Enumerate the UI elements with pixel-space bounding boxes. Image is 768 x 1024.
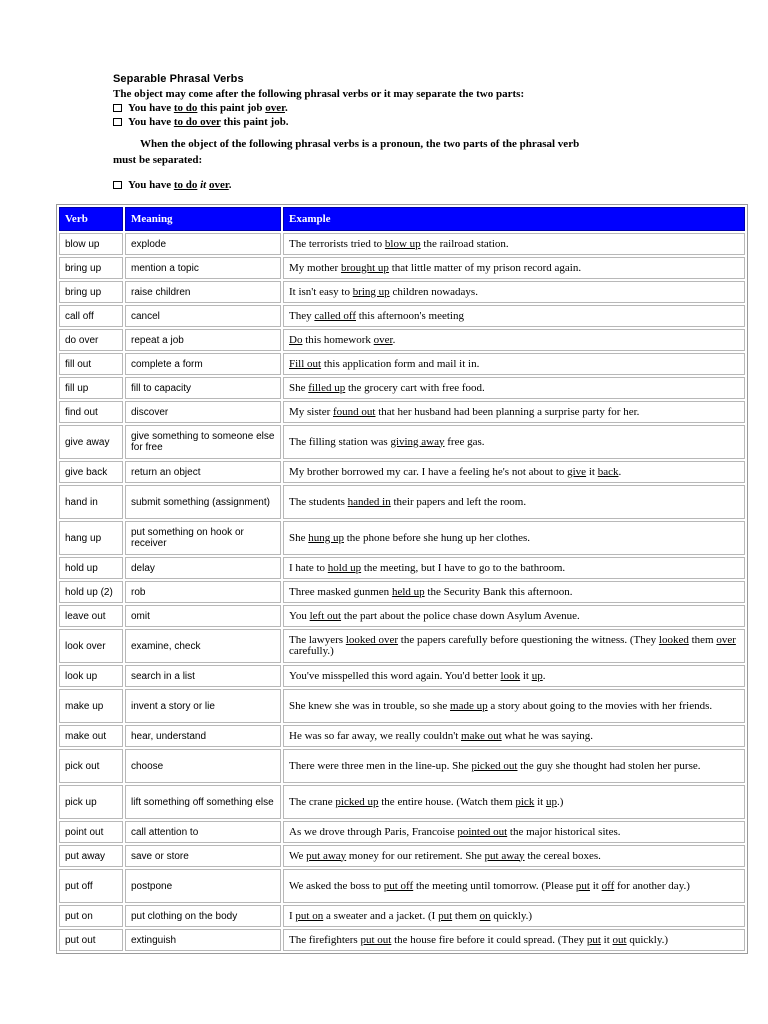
example-cell [283,869,745,903]
example-cell [283,749,745,783]
underlined-phrase: hung up [308,531,344,544]
example-cell [283,521,745,555]
text-segment: . [392,333,396,346]
text-segment: The students [289,495,348,508]
text-segment: carefully.) [289,645,334,657]
underlined-phrase: pointed out [457,825,508,838]
example-sentence-1 [128,102,288,114]
underlined-phrase: filled up [308,381,346,394]
underlined-phrase: over [209,179,229,191]
text-segment: the part about the police chase down Asylum Avenue. [341,609,580,622]
example-cell [283,233,745,255]
text-segment: a story about going to the movies with her friends. [487,699,713,712]
table-row [59,521,745,555]
example-cell [283,377,745,399]
text-segment: the Security Bank this afternoon. [424,585,573,598]
text-segment: You have [128,179,174,191]
checkbox-bullet-icon [113,181,122,189]
text-segment: this paint job. [220,116,289,128]
text-segment: He was so far away, we really couldn't [289,729,462,742]
example-cell [283,281,745,303]
verb-cell: hold up (2) [59,581,123,603]
text-segment: The lawyers [289,634,346,646]
meaning-cell: save or store [125,845,281,867]
underlined-phrase: look [500,669,521,682]
meaning-cell: extinguish [125,929,281,951]
table-row [59,905,745,927]
text-segment: the phone before she hung up her clothes. [344,531,531,544]
text-segment: They [289,309,315,322]
table-row [59,425,745,459]
text-segment: . [285,102,288,114]
meaning-cell: give something to someone else for free [125,425,281,459]
underlined-phrase: held up [391,585,425,598]
table-row [59,785,745,819]
underlined-phrase: over [373,333,393,346]
verb-cell: hang up [59,521,123,555]
underlined-phrase: picked up [335,795,379,808]
meaning-cell: search in a list [125,665,281,687]
text-segment: I [289,909,296,922]
page-title: Separable Phrasal Verbs [113,73,244,85]
text-segment: this application form and mail it in. [321,357,480,370]
text-segment: . [228,179,232,191]
example-cell [283,785,745,819]
example-cell [283,665,745,687]
text-segment: .) [556,795,564,808]
table-row [59,353,745,375]
meaning-cell: choose [125,749,281,783]
meaning-cell: hear, understand [125,725,281,747]
text-segment: them [688,634,717,646]
underlined-phrase: put away [306,849,347,862]
text-segment: it [589,879,602,892]
verb-cell: put out [59,929,123,951]
verb-cell: give away [59,425,123,459]
text-segment: Three masked gunmen [289,585,392,598]
example-cell [283,485,745,519]
text-segment: them [452,909,480,922]
meaning-cell: put something on hook or receiver [125,521,281,555]
verb-cell: fill out [59,353,123,375]
example-cell [283,257,745,279]
text-segment: a sweater and a jacket. (I [323,909,439,922]
example-cell [283,845,745,867]
example-cell [283,905,745,927]
verb-cell: call off [59,305,123,327]
underlined-phrase: looked [658,634,689,646]
verb-cell: pick up [59,785,123,819]
underlined-phrase: made up [450,699,488,712]
verb-cell: hand in [59,485,123,519]
meaning-cell: lift something off something else [125,785,281,819]
verb-cell: fill up [59,377,123,399]
underlined-phrase: back [597,465,619,478]
meaning-cell: repeat a job [125,329,281,351]
example-cell [283,929,745,951]
text-segment: the meeting until tomorrow. (Please [413,879,576,892]
text-segment: She [289,531,309,544]
underlined-phrase: pick [515,795,535,808]
text-segment: You have [128,116,174,128]
example-cell [283,689,745,723]
verb-cell: blow up [59,233,123,255]
text-segment: My mother [289,261,341,274]
table-row [59,557,745,579]
meaning-cell: complete a form [125,353,281,375]
text-segment: We asked the boss to [289,879,384,892]
text-segment: what he was saying. [501,729,593,742]
text-segment: My sister [289,405,333,418]
table-row [59,305,745,327]
text-segment: it [600,933,613,946]
text-segment: the papers carefully before questioning the witness. (They [398,634,659,646]
text-segment: My brother borrowed my car. I have a feeling he's not about to [289,465,568,478]
text-segment: the guy she thought had stolen her purse. [517,759,701,772]
meaning-cell: cancel [125,305,281,327]
pronoun-rule-line-1: When the object of the following phrasal verbs is a pronoun, the two parts of the phrasal verb [140,138,580,150]
underlined-phrase: blow up [384,237,421,250]
verb-cell: put on [59,905,123,927]
underlined-phrase: to do [173,179,198,191]
verb-cell: put off [59,869,123,903]
underlined-phrase: off [601,879,615,892]
text-segment: I hate to [289,561,328,574]
text-segment: the entire house. (Watch them [378,795,516,808]
table-row [59,929,745,951]
underlined-phrase: left out [309,609,342,622]
underlined-phrase: over [265,102,285,114]
underlined-phrase: put away [484,849,525,862]
text-segment: the railroad station. [420,237,509,250]
underlined-phrase: called off [314,309,356,322]
text-segment: it [586,465,598,478]
text-segment: the grocery cart with free food. [345,381,485,394]
table-row [59,845,745,867]
text-segment: this paint job [197,102,266,114]
underlined-phrase: put on [295,909,324,922]
meaning-cell: mention a topic [125,257,281,279]
meaning-cell: examine, check [125,629,281,663]
example-cell [283,725,745,747]
meaning-cell: put clothing on the body [125,905,281,927]
text-segment: that little matter of my prison record again. [388,261,582,274]
underlined-phrase: bring up [352,285,390,298]
example-line-1 [113,101,673,115]
example-sentence-3 [128,179,232,191]
text-segment: The firefighters [289,933,361,946]
example-cell [283,305,745,327]
text-segment: money for our retirement. She [346,849,485,862]
verb-cell: do over [59,329,123,351]
underlined-phrase: out [612,933,627,946]
text-segment: You [289,609,310,622]
verb-cell: give back [59,461,123,483]
text-segment: quickly.) [490,909,533,922]
table-row [59,869,745,903]
intro-block [113,87,673,129]
text-segment: free gas. [444,435,485,448]
text-segment: for another day.) [614,879,690,892]
verb-cell: make up [59,689,123,723]
example-cell [283,821,745,843]
table-body [59,233,745,951]
pronoun-rule-line-2: must be separated: [113,154,203,166]
table-row [59,821,745,843]
meaning-cell: call attention to [125,821,281,843]
table-row [59,257,745,279]
meaning-cell: return an object [125,461,281,483]
example-line-2 [113,115,673,129]
underlined-phrase: on [479,909,491,922]
text-segment: it [534,795,546,808]
underlined-phrase: brought up [340,261,389,274]
text-segment: the house fire before it could spread. (They [391,933,587,946]
text-segment: their papers and left the room. [390,495,527,508]
text-segment: the major historical sites. [507,825,621,838]
table-row [59,725,745,747]
underlined-phrase: picked out [471,759,518,772]
meaning-cell: explode [125,233,281,255]
verb-cell: pick out [59,749,123,783]
underlined-phrase: put [438,909,453,922]
underlined-phrase: put [575,879,590,892]
underlined-phrase: giving away [390,435,445,448]
checkbox-bullet-icon [113,118,122,126]
underlined-phrase: handed in [347,495,391,508]
text-segment: the meeting, but I have to go to the bathroom. [361,561,566,574]
table-row [59,665,745,687]
text-segment: . [618,465,622,478]
meaning-cell: fill to capacity [125,377,281,399]
text-segment: She [289,381,309,394]
verb-cell: bring up [59,281,123,303]
table-row [59,629,745,663]
text-segment: She knew she was in trouble, so she [289,699,451,712]
text-segment: . [542,669,546,682]
header-verb: Verb [59,207,123,231]
meaning-cell: raise children [125,281,281,303]
underlined-phrase: put [586,933,601,946]
text-segment: The filling station was [289,435,391,448]
table-row [59,401,745,423]
table-row [59,749,745,783]
text-segment: There were three men in the line-up. She [289,759,472,772]
text-segment: We [289,849,307,862]
underlined-phrase: to do over [173,116,221,128]
table-row [59,329,745,351]
meaning-cell: delay [125,557,281,579]
header-example: Example [283,207,745,231]
table-row [59,581,745,603]
underlined-phrase: Do [289,333,303,346]
verb-cell: leave out [59,605,123,627]
text-segment: The terrorists tried to [289,237,385,250]
verb-cell: find out [59,401,123,423]
text-segment: this afternoon's meeting [356,309,464,322]
underlined-phrase: to do [173,102,198,114]
verb-cell: look up [59,665,123,687]
meaning-cell: invent a story or lie [125,689,281,723]
underlined-phrase: put out [360,933,392,946]
meaning-cell: omit [125,605,281,627]
verb-cell: put away [59,845,123,867]
example-cell [283,401,745,423]
text-segment: children nowadays. [389,285,478,298]
table-row [59,233,745,255]
text-segment: it [200,179,207,191]
table-header-row [59,207,745,231]
underlined-phrase: over [716,634,736,646]
example-line-3 [113,179,232,191]
underlined-phrase: give [567,465,587,478]
text-segment: As we drove through Paris, Francoise [289,825,458,838]
text-segment: this homework [302,333,374,346]
meaning-cell: discover [125,401,281,423]
example-cell [283,425,745,459]
verb-cell: make out [59,725,123,747]
example-sentence-2 [128,116,289,128]
underlined-phrase: make out [461,729,502,742]
example-cell [283,605,745,627]
verb-cell: bring up [59,257,123,279]
underlined-phrase: put off [383,879,414,892]
header-meaning: Meaning [125,207,281,231]
text-segment: It isn't easy to [289,285,353,298]
table-row [59,281,745,303]
text-segment: quickly.) [626,933,669,946]
example-cell [283,353,745,375]
underlined-phrase: looked over [345,634,399,646]
meaning-cell: postpone [125,869,281,903]
text-segment: You've misspelled this word again. You'd better [289,669,501,682]
table-row [59,485,745,519]
meaning-cell: submit something (assignment) [125,485,281,519]
text-segment: You have [128,102,174,114]
phrasal-verbs-table [56,204,748,954]
example-cell [283,557,745,579]
underlined-phrase: up [545,795,557,808]
text-segment: that her husband had been planning a surprise party for her. [375,405,640,418]
underlined-phrase: Fill out [289,357,322,370]
table-row [59,461,745,483]
pronoun-rule [113,136,713,168]
intro-line: The object may come after the following phrasal verbs or it may separate the two parts: [113,88,525,100]
verb-cell: look over [59,629,123,663]
example-cell [283,329,745,351]
underlined-phrase: hold up [327,561,362,574]
table-row [59,377,745,399]
underlined-phrase: up [531,669,543,682]
example-cell [283,461,745,483]
text-segment: it [520,669,532,682]
table-row [59,605,745,627]
text-segment: the cereal boxes. [524,849,601,862]
underlined-phrase: found out [333,405,376,418]
checkbox-bullet-icon [113,104,122,112]
example-cell [283,629,745,663]
table-row [59,689,745,723]
example-cell [283,581,745,603]
verb-cell: hold up [59,557,123,579]
meaning-cell: rob [125,581,281,603]
text-segment: The crane [289,795,336,808]
verb-cell: point out [59,821,123,843]
